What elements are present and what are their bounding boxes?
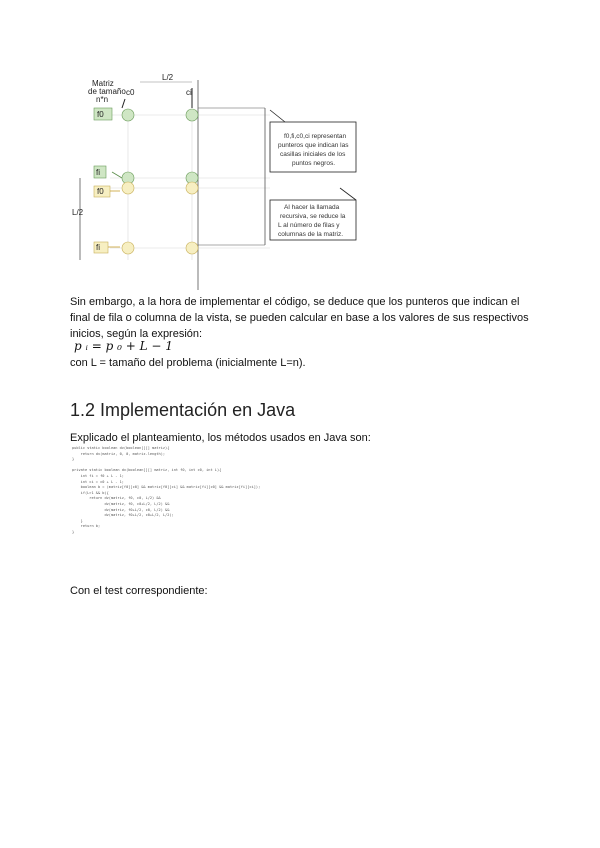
code-line: boolean b = (matriz[f0][c0] && matriz[f0][ci] && matriz[fi][c0] && matriz[fi][ci]); bbox=[72, 485, 261, 490]
point-sub-f0-ci bbox=[186, 182, 198, 194]
code-line: private static boolean dv(boolean[][] matriz, int f0, int c0, int L){ bbox=[72, 468, 222, 473]
point-sub-fi-c0 bbox=[122, 242, 134, 254]
point-sub-f0-c0 bbox=[122, 182, 134, 194]
col-label-c0: c0 bbox=[126, 88, 135, 97]
code-line: public static boolean dv(boolean[][] matriz){ bbox=[72, 446, 170, 450]
col-label-ci: ci bbox=[186, 88, 192, 97]
code-line: dv(matriz, f0+L/2, c0, L/2) && bbox=[72, 507, 170, 512]
code-line: int fi = f0 + L - 1; bbox=[72, 473, 124, 478]
point-f0-c0 bbox=[122, 109, 134, 121]
paragraph-methods-intro: Explicado el planteamiento, los métodos usados en Java son: bbox=[70, 432, 371, 444]
row-label-fi-sub: fi bbox=[96, 243, 100, 252]
code-line: if(L>1 && b){ bbox=[72, 490, 109, 495]
code-line: return dv(matriz, 0, 0, matriz.length); bbox=[72, 451, 166, 456]
code-line: dv(matriz, f0, c0+L/2, L/2) && bbox=[72, 501, 170, 506]
row-label-fi: fi bbox=[96, 168, 100, 177]
side-label: L/2 bbox=[72, 208, 84, 217]
matrix-label: Matriz de tamaño n*n bbox=[88, 79, 126, 104]
code-line: dv(matriz, f0+L/2, c0+L/2, L/2); bbox=[72, 513, 174, 518]
code-line: int ci = c0 + L - 1; bbox=[72, 479, 124, 484]
code-line: return dv(matriz, f0, c0, L/2) && bbox=[72, 496, 161, 501]
arrow-c0 bbox=[122, 99, 125, 108]
code-line: } bbox=[72, 518, 83, 523]
code-line: } bbox=[72, 457, 75, 462]
section-heading: 1.2 Implementación en Java bbox=[70, 400, 296, 420]
row-label-f0: f0 bbox=[97, 110, 104, 119]
note-text-recursion: Al hacer la llamada recursiva, se reduce la L al número de filas y columnas de la matriz. bbox=[278, 204, 346, 238]
matrix-pointer-diagram bbox=[70, 70, 370, 295]
code-line: } bbox=[72, 529, 75, 534]
formula: p ᵢ = p ₀ + L − 1 bbox=[74, 339, 173, 353]
top-mark: L/2 bbox=[162, 73, 174, 82]
point-sub-fi-ci bbox=[186, 242, 198, 254]
paragraph-l-definition: con L = tamaño del problema (inicialmente L=n). bbox=[70, 357, 306, 369]
java-code-block bbox=[72, 446, 532, 582]
paragraph-test-intro: Con el test correspondiente: bbox=[70, 585, 208, 597]
row-label-f0-sub: f0 bbox=[97, 187, 104, 196]
note-text-pointers: f0,fi,c0,ci representan punteros que indican las casillas iniciales de los puntos negros. bbox=[278, 133, 349, 167]
paragraph-implementation: Sin embargo, a la hora de implementar el código, se deduce que los punteros que indican el final de fila o columna de la vista, se pueden calcular en base a los valores de sus respectivos inicios, según la expresión: bbox=[70, 296, 529, 340]
point-f0-ci bbox=[186, 109, 198, 121]
code-line: return b; bbox=[72, 524, 101, 529]
